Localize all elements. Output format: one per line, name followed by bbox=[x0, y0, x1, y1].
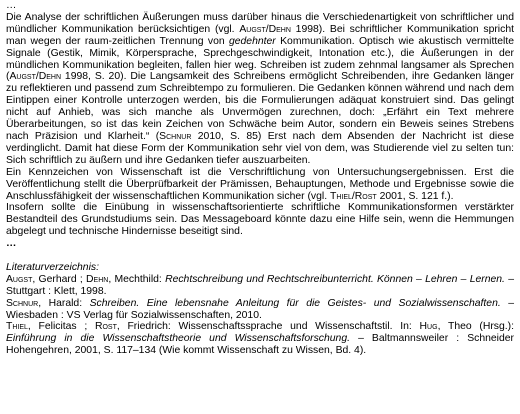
small-caps-name: Schnur bbox=[6, 297, 39, 309]
italic-text: Rechtschreibung und Rechtschreibunterricht. Können – Lehren – Lernen. bbox=[165, 273, 505, 285]
small-caps-name: Augst/Dehn bbox=[239, 23, 291, 35]
paragraph bbox=[6, 12, 514, 167]
text-run: 1998). Bei schriftlicher Kommunikation spricht man wegen der raum-zeitlichen Trennung von bbox=[6, 23, 514, 47]
small-caps-name: Thiel bbox=[6, 321, 28, 333]
text-run: Die Analyse der schriftlichen Äußerungen muss darüber hinaus die Verschiedenartigkeit von schriftlicher und mündlicher Kommunikation berücksichtigen (vgl. bbox=[6, 11, 514, 35]
bibliography-heading: Literaturverzeichnis: bbox=[6, 261, 99, 273]
document-page bbox=[6, 0, 514, 357]
text-run: , Gerhard ; bbox=[32, 273, 87, 285]
trailing-ellipsis: … bbox=[6, 238, 17, 250]
small-caps-name: Augst/Dehn bbox=[9, 71, 62, 83]
text-run: Ein Kennzeichen von Wissenschaft ist die Verschriftlichung von Untersuchungsergebnissen. Erst die Veröffentlichung stellt die Überprüfbarkeit der Prämissen, Behauptungen, Methode und Ergebnisse sowie die Anschlussfähigkeit der wissenschaftlichen Kommunikation sicher (vgl. bbox=[6, 166, 514, 202]
paragraph bbox=[6, 202, 514, 238]
text-run: , Harald: bbox=[38, 297, 90, 309]
small-caps-name: Hug bbox=[419, 321, 438, 333]
text-run: 2010, S. 85) Erst nach dem Absenden der Nachricht ist diese verdinglicht. Damit hat diese Form der Kommunikation sehr viel von dem, was Studierende viel zu selten tun: Sich schriftlich zu äußern und ihre Gedanken tiefer auszuarbeiten. bbox=[6, 130, 514, 166]
text-run: 1998, S. 20). Die Langsamkeit des Schreibens ermöglicht Schreibenden, ihre Gedanken länger zu reflektieren und passend zum Schreibtempo zu formulieren. Die Gedanken können während und nach dem Eintippen einer Kontrolle unterzogen werden, bis die Formulierungen adäquat konstruiert sind. Das gelingt nicht auf Anhieb, was sich manche als Unvermögen zurechnen, doch: „Erfährt ein Text mehrere Überarbeitungen, so ist das kein Zeichen von Schwäche beim Autor, sondern ein Beweis seines Strebens nach Präzision und Klarheit.“ ( bbox=[6, 71, 514, 142]
leading-ellipsis: … bbox=[6, 0, 17, 11]
bibliography-entry bbox=[6, 274, 514, 298]
bibliography-entry bbox=[6, 298, 514, 322]
small-caps-name: Thiel/Rost bbox=[330, 190, 377, 202]
small-caps-name: Augst bbox=[6, 273, 33, 285]
paragraph bbox=[6, 167, 514, 203]
text-run: , Mechthild: bbox=[108, 273, 166, 285]
text-run: – Stuttgart : Klett, 1998. bbox=[6, 273, 514, 297]
text-run: , Felicitas ; bbox=[27, 321, 95, 333]
bibliography-entry bbox=[6, 321, 514, 357]
italic-text: gedehnter bbox=[228, 35, 276, 47]
text-run: Insofern sollte die Einübung in wissenschaftsorientierte schriftliche Kommunikationsformen verstärkter Bestandteil des Grundstudiums sein. Das Messageboard könnte dazu eine Hilfe sein, wenn die Hemmungen abgelegt und technische Hindernisse beseitigt sind. bbox=[6, 202, 514, 238]
text-run: 2001, S. 121 f.). bbox=[376, 190, 454, 202]
small-caps-name: Schnur bbox=[159, 130, 192, 142]
small-caps-name: Dehn bbox=[86, 273, 109, 285]
italic-text: Schreiben. Eine lebensnahe Anleitung für die Geistes- und Sozialwissenschaften. bbox=[89, 297, 501, 309]
text-run: – Baltmannsweiler : Schneider Hohengehren, 2001, S. 117–134 (Wie kommt Wissenschaft zu Wissen, Bd. 4). bbox=[6, 333, 514, 357]
text-run: Kommunikation. Optisch wie akustisch vermittelte Signale (Gestik, Mimik, Körpersprache, Sprechgeschwindigkeit, Intonation etc.), die Äußerungen in der mündlichen Kommunikation begleiten, fallen hier weg. Schreiben ist zudem zehnmal langsamer als Sprechen ( bbox=[6, 35, 515, 83]
text-run: , Theo (Hrsg.): bbox=[437, 321, 515, 333]
spacer bbox=[6, 250, 514, 262]
small-caps-name: Rost bbox=[94, 321, 117, 333]
text-run: , Friedrich: Wissenschaftssprache und Wissenschaftstil. In: bbox=[116, 321, 420, 333]
italic-text: Einführung in die Wissenschaftstheorie und Wissenschaftsforschung. bbox=[6, 333, 350, 345]
text-run: – Wiesbaden : VS Verlag für Sozialwissenschaften, 2010. bbox=[6, 297, 515, 321]
